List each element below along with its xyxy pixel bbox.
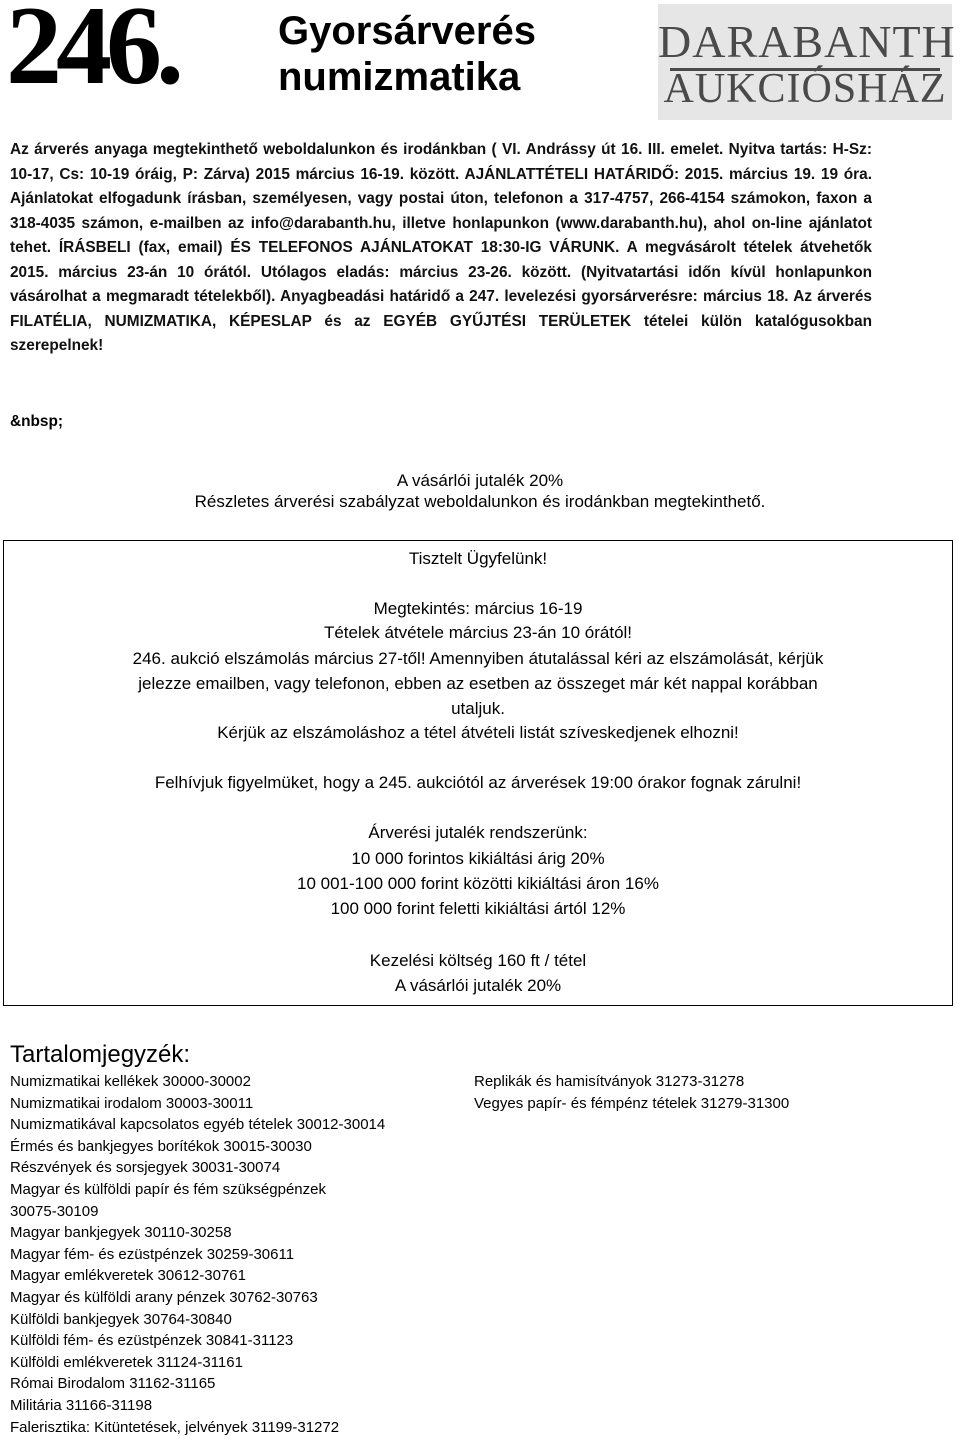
notice-attention: Felhívjuk figyelmüket, hogy a 245. aukciótól az árverések 19:00 órakor fognak zárulni!	[154, 773, 802, 792]
notice-bring-list: Kérjük az elszámoláshoz a tétel átvételi listát szíveskedjenek elhozni!	[217, 723, 739, 742]
toc-item: Militária 31166-31198	[10, 1396, 153, 1414]
toc-item: Magyar bankjegyek 30110-30258	[10, 1224, 232, 1242]
toc-item: Numizmatikával kapcsolatos egyéb tételek 30012-30014	[10, 1116, 386, 1134]
toc-item: Külföldi emlékveretek 31124-31161	[10, 1353, 243, 1371]
toc-item: Magyar és külföldi arany pénzek 30762-30763	[10, 1288, 318, 1306]
auction-title	[278, 8, 536, 100]
darabanth-logo	[658, 4, 956, 120]
toc-item: Falerisztika: Kitüntetések, jelvények 31199-31272	[10, 1418, 340, 1436]
toc-item: Részvények és sorsjegyek 30031-30074	[10, 1159, 281, 1177]
toc-item: Magyar emlékveretek 30612-30761	[10, 1267, 246, 1285]
notice-settlement-3: utaljuk.	[451, 699, 505, 718]
handling-fee: Kezelési költség 160 ft / tétel	[369, 951, 587, 970]
fee-tier-1: 10 000 forintos kikiáltási árig 20%	[351, 849, 605, 868]
title-line-2: numizmatika	[278, 55, 521, 99]
toc-item: Replikák és hamisítványok 31273-31278	[474, 1073, 745, 1090]
toc-item: Római Birodalom 31162-31165	[10, 1375, 216, 1393]
toc-item: Magyar és külföldi papír és fém szükségpénzek	[10, 1180, 326, 1198]
toc-item: Numizmatikai kellékek 30000-30002	[10, 1073, 251, 1090]
notice-box	[3, 540, 953, 1006]
toc-item: Külföldi bankjegyek 30764-30840	[10, 1310, 232, 1328]
fee-tier-3: 100 000 forint feletti kikiáltási ártól 12%	[330, 899, 626, 918]
toc-left-column	[10, 1071, 385, 1438]
toc-item: 30075-30109	[10, 1202, 99, 1220]
toc-item: Numizmatikai irodalom 30003-30011	[10, 1094, 254, 1112]
toc-item: Vegyes papír- és fémpénz tételek 31279-31300	[474, 1094, 790, 1112]
fee-tier-2: 10 001-100 000 forint közötti kikiáltási áron 16%	[297, 874, 659, 893]
toc-heading: Tartalomjegyzék:	[10, 1041, 191, 1068]
title-line-1: Gyorsárverés	[278, 9, 536, 53]
notice-settlement-2: jelezze emailben, vagy telefonon, ebben az esetben az összeget már két nappal korábban	[138, 674, 818, 693]
intro-paragraph: Az árverés anyaga megtekinthető weboldalunkon és irodánkban ( VI. Andrássy út 16. III. emelet. Nyitva tartás: H-Sz: 10-17, Cs: 10-19 óráig, P: Zárva) 2015 március 16-19. között. AJÁNLATTÉTELI HATÁRIDŐ: 2015. március 19. 19 óra. Ajánlatokat elfogadunk írásban, személyesen, vagy postai úton, telefonon a 317-4757, 266-4154 számokon, faxon a 318-4035 számon, e-mailben az info@darabanth.hu, illetve honlapunkon (www.darabanth.hu), ahol on-line ajánlatot tehet. ÍRÁSBELI (fax, email) ÉS TELEFONOS AJÁNLATOKAT 18:30-IG VÁRUNK. A megvásárolt tételek átvehetők 2015. március 23-án 10 órától. Utólagos eladás: március 23-26. között. (Nyitvatartási időn kívül honlapunkon vásárolhat a megmaradt tételekből). Anyagbeadási határidő a 247. levelezési gyorsárverésre: március 18. Az árverés FILATÉLIA, NUMIZMATIKA, KÉPESLAP és az EGYÉB GYŰJTÉSI TERÜLETEK tételei külön katalógusokban szerepelnek!	[10, 141, 872, 354]
toc-item: Érmés és bankjegyes borítékok 30015-30030	[10, 1137, 312, 1155]
rules-line: Részletes árverési szabályzat weboldalunkon és irodánkban megtekinthető.	[194, 492, 766, 511]
commission-line: A vásárlói jutalék 20%	[396, 471, 564, 490]
toc-right-column	[474, 1071, 789, 1114]
toc-item: Magyar fém- és ezüstpénzek 30259-30611	[10, 1245, 295, 1263]
logo-line-2: AUKCIÓSHÁZ	[663, 66, 947, 112]
notice-viewing: Megtekintés: március 16-19	[373, 599, 583, 618]
nbsp-artifact: &nbsp;	[10, 413, 64, 430]
notice-pickup: Tételek átvétele március 23-án 10 órától!	[323, 623, 633, 642]
logo-line-1: DARABANTH	[658, 16, 956, 67]
auction-number: 246.	[6, 0, 178, 108]
toc-item: Külföldi fém- és ezüstpénzek 30841-31123	[10, 1332, 294, 1350]
fee-title: Árverési jutalék rendszerünk:	[368, 823, 588, 842]
notice-settlement-1: 246. aukció elszámolás március 27-től! Amennyiben átutalással kéri az elszámolását, kérjük	[132, 649, 824, 668]
buyer-fee: A vásárlói jutalék 20%	[394, 976, 562, 995]
notice-greeting: Tisztelt Ügyfelünk!	[408, 549, 548, 568]
